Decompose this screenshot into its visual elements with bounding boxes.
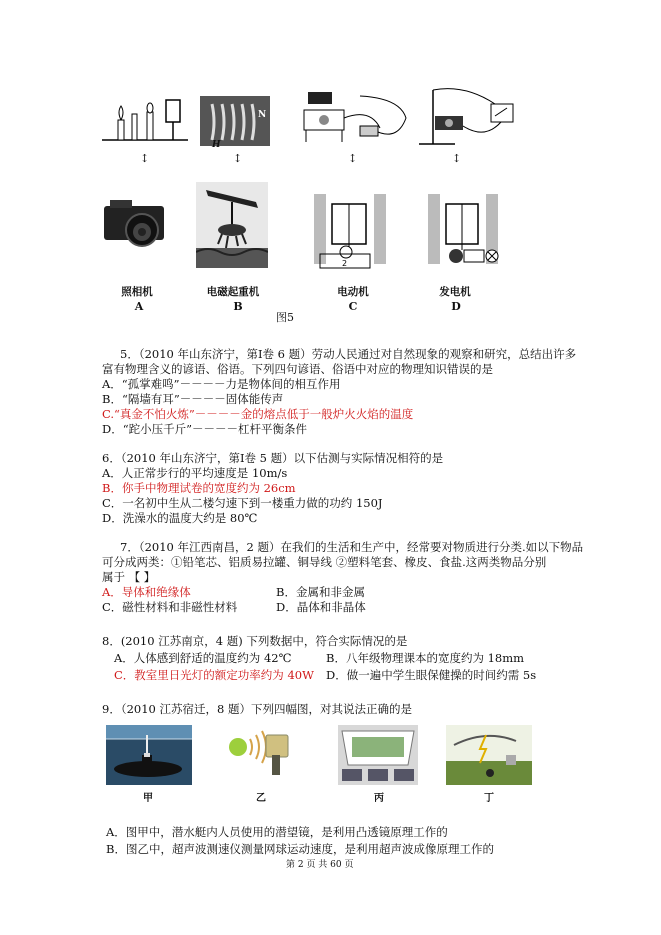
q8-option-a: A．人体感到舒适的温度约为 42℃: [114, 651, 292, 665]
camera-image: [100, 196, 175, 256]
caption-d: 发电机: [439, 286, 471, 298]
3d-cinema-image: [338, 725, 418, 785]
q9-caption-ding: 丁: [484, 793, 494, 804]
letter-c: C: [348, 300, 358, 313]
ultrasonic-speed-meter-image: [222, 725, 302, 785]
q8-stem: 8．(2010 江苏南京，4 题) 下列数据中，符合实际情况的是: [102, 634, 408, 648]
letter-b: B: [233, 300, 243, 313]
lightning-scene-image: [446, 725, 532, 785]
caption-c: 电动机: [337, 286, 369, 298]
q7-option-d: D．晶体和非晶体: [276, 600, 366, 614]
q9-caption-jia: 甲: [143, 793, 153, 804]
q5-option-a: A．“孤掌难鸣”－－－－力是物体间的相互作用: [102, 377, 341, 391]
submarine-periscope-image: [106, 725, 192, 785]
q5-stem-line2: 富有物理含义的谚语、俗语。下列四句谚语、俗语中对应的物理知识错误的是: [102, 362, 493, 376]
q7-stem-line2: 可分成两类：①铅笔芯、铝质易拉罐、铜导线 ②塑料笔套、橡皮、食盐.这两类物品分别: [102, 555, 547, 569]
q5-option-d: D．“跎小压千斤”－－－－杠杆平衡条件: [102, 422, 307, 436]
q6-stem: 6．（2010 年山东济宁，第Ⅰ卷 5 题）以下估测与实际情况相符的是: [102, 451, 444, 465]
q7-stem-line3: 属于 【 】: [102, 570, 156, 584]
double-arrow-icon: ↕: [233, 152, 243, 165]
q7-stem-line1: 7．（2010 年江西南昌，2 题）在我们的生活和生产中，经常要对物质进行分类.如以下物品: [120, 540, 584, 554]
q5-stem-line1: 5．（2010 年山东济宁，第Ⅰ卷 6 题）劳动人民通过对自然现象的观察和研究，总结出许多: [120, 347, 577, 361]
svg-text:2: 2: [342, 259, 348, 268]
caption-a: 照相机: [121, 286, 153, 298]
caption-b: 电磁起重机: [206, 286, 260, 298]
electromagnetic-crane-image: [196, 182, 268, 268]
q6-option-b: B．你手中物理试卷的宽度约为 26cm: [102, 481, 296, 495]
q5-option-c: C.“真金不怕火炼”－－－－金的熔点低于一般炉火火焰的温度: [102, 407, 414, 421]
q6-option-d: D．洗澡水的温度大约是 80℃: [102, 511, 258, 525]
electromagnet-image: [200, 96, 270, 146]
page-footer: 第 2 页 共 60 页: [286, 860, 354, 870]
generator-apparatus-image: [415, 86, 520, 148]
motor-apparatus-image: [300, 88, 410, 146]
double-arrow-icon: ↕: [452, 152, 462, 165]
motor-diagram-image: [306, 190, 394, 274]
q9-option-b: B．图乙中，超声波测速仪测量网球运动速度，是利用超声波成像原理工作的: [106, 842, 494, 856]
q9-caption-bing: 丙: [374, 793, 384, 804]
q6-option-a: A．人正常步行的平均速度是 10m/s: [102, 466, 288, 480]
q7-option-c: C．磁性材料和非磁性材料: [102, 600, 238, 614]
q6-option-c: C．一名初中生从二楼匀速下到一楼重力做的功约 150J: [102, 496, 383, 510]
double-arrow-icon: ↕: [348, 152, 358, 165]
q8-option-c: C．教室里日光灯的额定功率约为 40W: [114, 668, 314, 682]
q9-stem: 9．（2010 江苏宿迁，8 题）下列四幅图，对其说法正确的是: [102, 702, 412, 716]
figure-title: 图5: [276, 311, 294, 324]
double-arrow-icon: ↕: [140, 152, 150, 165]
q8-option-b: B．八年级物理课本的宽度约为 18mm: [326, 651, 525, 665]
candle-experiment-image: [100, 92, 190, 144]
q5-option-b: B．“隔墙有耳”－－－－固体能传声: [102, 392, 284, 406]
letter-d: D: [451, 300, 461, 313]
q9-option-a: A．图甲中，潜水艇内人员使用的潜望镜，是利用凸透镜原理工作的: [106, 825, 448, 839]
q8-option-d: D．做一遍中学生眼保健操的时间约需 5s: [326, 668, 537, 682]
generator-diagram-image: [420, 190, 508, 274]
q7-option-a: A．导体和绝缘体: [102, 585, 191, 599]
q9-caption-yi: 乙: [256, 793, 266, 804]
electromagnet-label-right: N: [258, 110, 267, 120]
q7-option-b: B．金属和非金属: [276, 585, 365, 599]
electromagnet-label-left: H: [212, 140, 221, 150]
letter-a: A: [134, 300, 144, 313]
